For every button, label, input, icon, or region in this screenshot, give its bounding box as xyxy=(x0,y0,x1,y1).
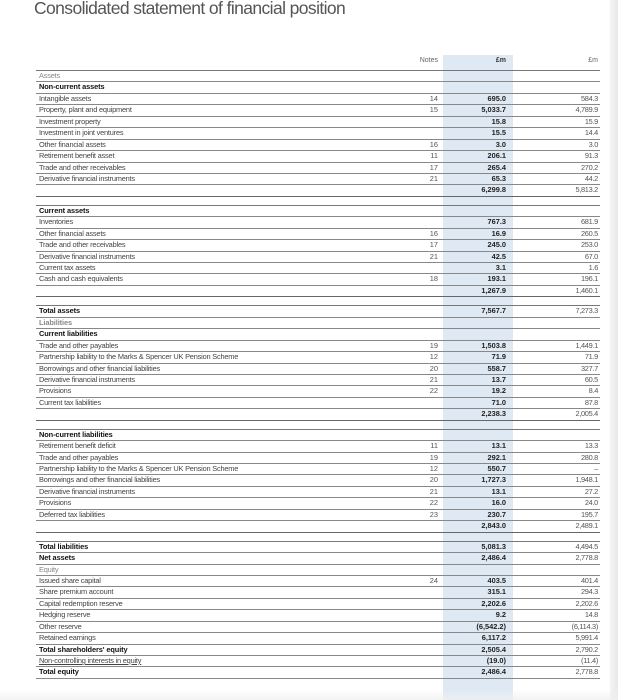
row-prior-value: 71.9 xyxy=(584,352,598,362)
table-row xyxy=(36,151,600,162)
row-current-value: 1,727.3 xyxy=(481,475,506,485)
table-row xyxy=(36,453,600,464)
row-label: Total liabilities xyxy=(39,541,89,551)
row-label: Other reserve xyxy=(39,621,82,631)
row-label: Trade and other payables xyxy=(39,452,119,462)
row-current-value: 230.7 xyxy=(487,509,506,519)
row-note: 21 xyxy=(429,173,438,183)
row-note: 21 xyxy=(429,374,438,384)
table-row xyxy=(36,229,600,240)
table-row xyxy=(36,364,600,375)
row-current-value: 19.2 xyxy=(491,386,506,396)
table-row xyxy=(36,398,600,409)
row-prior-value: 87.8 xyxy=(584,397,598,407)
row-prior-value: 681.9 xyxy=(581,217,598,227)
row-prior-value: 260.5 xyxy=(581,228,598,238)
row-prior-value: 4,494.5 xyxy=(575,541,598,551)
row-current-value: 767.3 xyxy=(487,217,506,227)
row-current-value: 13.1 xyxy=(491,441,506,451)
row-note: 14 xyxy=(429,93,438,103)
table-row xyxy=(36,475,600,486)
row-prior-value: 27.2 xyxy=(584,486,598,496)
row-current-value: 2,486.4 xyxy=(481,553,506,563)
row-note: 22 xyxy=(429,386,438,396)
row-current-value: 16.9 xyxy=(491,228,506,238)
row-prior-value: 13.3 xyxy=(584,441,598,451)
table-row xyxy=(36,510,600,521)
table-row xyxy=(36,352,600,363)
row-prior-value: 196.1 xyxy=(581,274,598,284)
row-prior-value: 67.0 xyxy=(584,251,598,261)
row-label: Current tax assets xyxy=(39,263,96,272)
row-label: Retirement benefit deficit xyxy=(39,441,116,451)
row-prior-value: – xyxy=(594,464,598,473)
table-row xyxy=(36,587,600,598)
row-label: Assets xyxy=(39,71,60,80)
table-spacer-row xyxy=(36,533,600,542)
row-prior-value: 14.4 xyxy=(584,128,598,138)
table-row xyxy=(36,667,600,678)
row-current-value: 16.0 xyxy=(491,498,506,508)
row-prior-value: 4,789.9 xyxy=(575,105,598,115)
row-current-value: 2,843.0 xyxy=(481,521,506,531)
row-label: Current tax liabilities xyxy=(39,397,101,407)
row-current-value: 13.1 xyxy=(491,486,506,496)
row-current-value: 5,081.3 xyxy=(481,541,506,551)
table-row xyxy=(36,82,600,93)
table-row xyxy=(36,409,600,420)
row-current-value: 2,505.4 xyxy=(481,644,506,654)
notes-column-header: Notes xyxy=(419,57,438,64)
table-row xyxy=(36,174,600,185)
table-row xyxy=(36,263,600,274)
row-label: Derivative financial instruments xyxy=(39,486,135,496)
row-prior-value: 401.4 xyxy=(581,575,598,585)
row-label: Issued share capital xyxy=(39,575,101,585)
row-prior-value: 2,005.4 xyxy=(575,409,598,419)
table-spacer-row xyxy=(36,297,600,306)
financial-position-table xyxy=(36,70,600,679)
row-prior-value: 327.7 xyxy=(581,363,598,373)
row-note: 20 xyxy=(429,363,438,373)
current-year-column-header: £m xyxy=(495,57,506,64)
row-note: 19 xyxy=(429,452,438,462)
row-label: Total assets xyxy=(39,306,80,316)
table-row xyxy=(36,94,600,105)
table-row xyxy=(36,430,600,441)
row-note: 24 xyxy=(429,575,438,585)
row-current-value: 3.0 xyxy=(495,139,506,149)
table-row xyxy=(36,553,600,564)
row-prior-value: 2,489.1 xyxy=(575,521,598,531)
row-label: Hedging reserve xyxy=(39,610,91,620)
row-prior-value: 60.5 xyxy=(584,374,598,384)
row-current-value: 71.9 xyxy=(491,352,506,362)
table-row xyxy=(36,633,600,644)
row-note: 22 xyxy=(429,498,438,508)
row-note: 21 xyxy=(429,486,438,496)
row-current-value: 9.2 xyxy=(495,610,506,620)
row-note: 17 xyxy=(429,162,438,172)
row-current-value: 2,486.4 xyxy=(481,667,506,677)
row-label: Intangible assets xyxy=(39,93,92,103)
row-label: Inventories xyxy=(39,217,73,227)
row-current-value: 403.5 xyxy=(487,575,506,585)
row-prior-value: 280.8 xyxy=(581,452,598,462)
row-current-value: 6,117.2 xyxy=(481,633,506,643)
row-current-value: 695.0 xyxy=(487,93,506,103)
table-row xyxy=(36,318,600,329)
row-label: Trade and other receivables xyxy=(39,162,126,172)
table-row xyxy=(36,341,600,352)
table-row xyxy=(36,386,600,397)
row-prior-value: 1,948.1 xyxy=(575,475,598,485)
row-note: 15 xyxy=(429,105,438,115)
row-prior-value: 44.2 xyxy=(584,173,598,183)
table-row xyxy=(36,140,600,151)
row-label: Retained earnings xyxy=(39,633,96,643)
row-prior-value: 1,449.1 xyxy=(575,340,598,350)
row-prior-value: 8.4 xyxy=(588,386,598,396)
row-label: Total shareholders' equity xyxy=(39,644,128,654)
row-current-value: (19.0) xyxy=(486,656,506,665)
prior-year-column-header: £m xyxy=(588,57,598,64)
row-current-value: 206.1 xyxy=(487,151,506,161)
row-label: Total equity xyxy=(39,667,79,677)
table-row xyxy=(36,487,600,498)
row-prior-value: 195.7 xyxy=(581,509,598,519)
row-prior-value: 24.0 xyxy=(584,498,598,508)
row-label: Non-current liabilities xyxy=(39,429,113,439)
row-note: 19 xyxy=(429,340,438,350)
table-row xyxy=(36,375,600,386)
table-row xyxy=(36,565,600,576)
row-current-value: 15.5 xyxy=(491,128,506,138)
row-label: Deferred tax liabilities xyxy=(39,509,105,519)
page-edge xyxy=(610,0,618,700)
table-row xyxy=(36,599,600,610)
row-current-value: 6,299.8 xyxy=(481,185,506,195)
row-prior-value: (6,114.3) xyxy=(571,621,598,631)
row-prior-value: 5,813.2 xyxy=(575,185,598,195)
row-prior-value: 15.9 xyxy=(584,116,598,126)
row-label: Derivative financial instruments xyxy=(39,251,135,261)
row-current-value: 2,238.3 xyxy=(481,409,506,419)
row-label: Investment property xyxy=(39,116,101,126)
row-current-value: 3.1 xyxy=(495,263,506,272)
table-row xyxy=(36,71,600,82)
table-row xyxy=(36,329,600,340)
row-label: Equity xyxy=(39,564,59,574)
table-row xyxy=(36,521,600,532)
row-prior-value: 1,460.1 xyxy=(575,285,598,295)
row-current-value: 7,567.7 xyxy=(481,306,506,316)
row-current-value: 193.1 xyxy=(487,274,506,284)
row-prior-value: 2,778.8 xyxy=(575,553,598,563)
row-label: Other financial assets xyxy=(39,139,106,149)
row-current-value: 292.1 xyxy=(487,452,506,462)
row-current-value: 2,202.6 xyxy=(481,598,506,608)
row-label: Partnership liability to the Marks & Spencer UK Pension Scheme xyxy=(39,464,239,473)
row-note: 12 xyxy=(429,352,438,362)
table-row xyxy=(36,622,600,633)
row-prior-value: 2,202.6 xyxy=(575,598,598,608)
row-current-value: (6,542.2) xyxy=(476,621,506,631)
table-row xyxy=(36,441,600,452)
row-label: Current liabilities xyxy=(39,329,98,339)
row-prior-value: 3.0 xyxy=(588,139,598,149)
row-current-value: 265.4 xyxy=(487,162,506,172)
row-current-value: 315.1 xyxy=(487,587,506,597)
table-body xyxy=(36,71,600,679)
table-row xyxy=(36,252,600,263)
row-note: 21 xyxy=(429,251,438,261)
row-label: Retirement benefit asset xyxy=(39,151,115,161)
table-row xyxy=(36,610,600,621)
row-prior-value: 14.8 xyxy=(584,610,598,620)
row-label: Non-current assets xyxy=(39,82,105,92)
row-label: Property, plant and equipment xyxy=(39,105,132,115)
row-prior-value: 584.3 xyxy=(581,93,598,103)
row-label: Derivative financial instruments xyxy=(39,173,135,183)
row-note: 20 xyxy=(429,475,438,485)
row-prior-value: 294.3 xyxy=(581,587,598,597)
table-row xyxy=(36,576,600,587)
table-row xyxy=(36,286,600,297)
row-current-value: 1,503.8 xyxy=(481,340,506,350)
row-prior-value: 2,790.2 xyxy=(575,644,598,654)
table-row xyxy=(36,498,600,509)
row-prior-value: 91.3 xyxy=(584,151,598,161)
row-label: Other financial assets xyxy=(39,228,106,238)
table-row xyxy=(36,105,600,116)
row-label: Capital redemption reserve xyxy=(39,598,123,608)
row-label: Non-controlling interests in equity xyxy=(39,656,142,665)
row-label: Trade and other payables xyxy=(39,340,119,350)
row-label: Cash and cash equivalents xyxy=(39,274,123,284)
table-row xyxy=(36,240,600,251)
row-note: 12 xyxy=(429,464,438,473)
row-prior-value: 253.0 xyxy=(581,240,598,250)
table-row xyxy=(36,274,600,285)
row-label: Borrowings and other financial liabilities xyxy=(39,475,161,485)
table-row xyxy=(36,464,600,475)
table-row xyxy=(36,128,600,139)
row-current-value: 245.0 xyxy=(487,240,506,250)
table-row xyxy=(36,217,600,228)
row-label: Provisions xyxy=(39,498,72,508)
page-bottom-fade xyxy=(0,690,618,700)
row-current-value: 71.0 xyxy=(491,397,506,407)
table-row xyxy=(36,117,600,128)
row-note: 11 xyxy=(430,441,438,451)
row-note: 17 xyxy=(429,240,438,250)
table-row xyxy=(36,185,600,196)
table-row xyxy=(36,656,600,667)
table-spacer-row xyxy=(36,197,600,206)
row-note: 18 xyxy=(429,274,438,284)
row-prior-value: 2,778.8 xyxy=(575,667,598,677)
row-label: Partnership liability to the Marks & Spencer UK Pension Scheme xyxy=(39,352,239,362)
row-prior-value: 1.6 xyxy=(588,263,598,272)
row-current-value: 65.3 xyxy=(491,173,506,183)
row-label: Derivative financial instruments xyxy=(39,374,135,384)
row-label: Borrowings and other financial liabilities xyxy=(39,363,161,373)
page-title: Consolidated statement of financial position xyxy=(34,0,346,18)
row-prior-value: (11.4) xyxy=(581,656,598,665)
row-label: Net assets xyxy=(39,553,75,563)
row-label: Liabilities xyxy=(39,317,72,327)
table-row xyxy=(36,542,600,553)
table-row xyxy=(36,306,600,317)
table-row xyxy=(36,206,600,217)
row-current-value: 15.8 xyxy=(491,116,506,126)
row-current-value: 13.7 xyxy=(491,374,506,384)
row-note: 11 xyxy=(430,151,438,161)
row-current-value: 42.5 xyxy=(491,251,506,261)
row-current-value: 550.7 xyxy=(487,464,506,473)
row-note: 16 xyxy=(429,228,438,238)
row-prior-value: 5,991.4 xyxy=(575,633,598,643)
row-label: Provisions xyxy=(39,386,72,396)
row-current-value: 558.7 xyxy=(487,363,506,373)
row-current-value: 5,033.7 xyxy=(481,105,506,115)
row-label: Trade and other receivables xyxy=(39,240,126,250)
row-note: 16 xyxy=(429,139,438,149)
row-note: 23 xyxy=(429,509,438,519)
table-spacer-row xyxy=(36,421,600,430)
row-label: Share premium account xyxy=(39,587,114,597)
table-row xyxy=(36,645,600,656)
row-current-value: 1,267.9 xyxy=(481,285,506,295)
row-label: Investment in joint ventures xyxy=(39,128,124,138)
row-label: Current assets xyxy=(39,205,90,215)
row-prior-value: 270.2 xyxy=(581,162,598,172)
table-row xyxy=(36,163,600,174)
row-prior-value: 7,273.3 xyxy=(575,306,598,316)
